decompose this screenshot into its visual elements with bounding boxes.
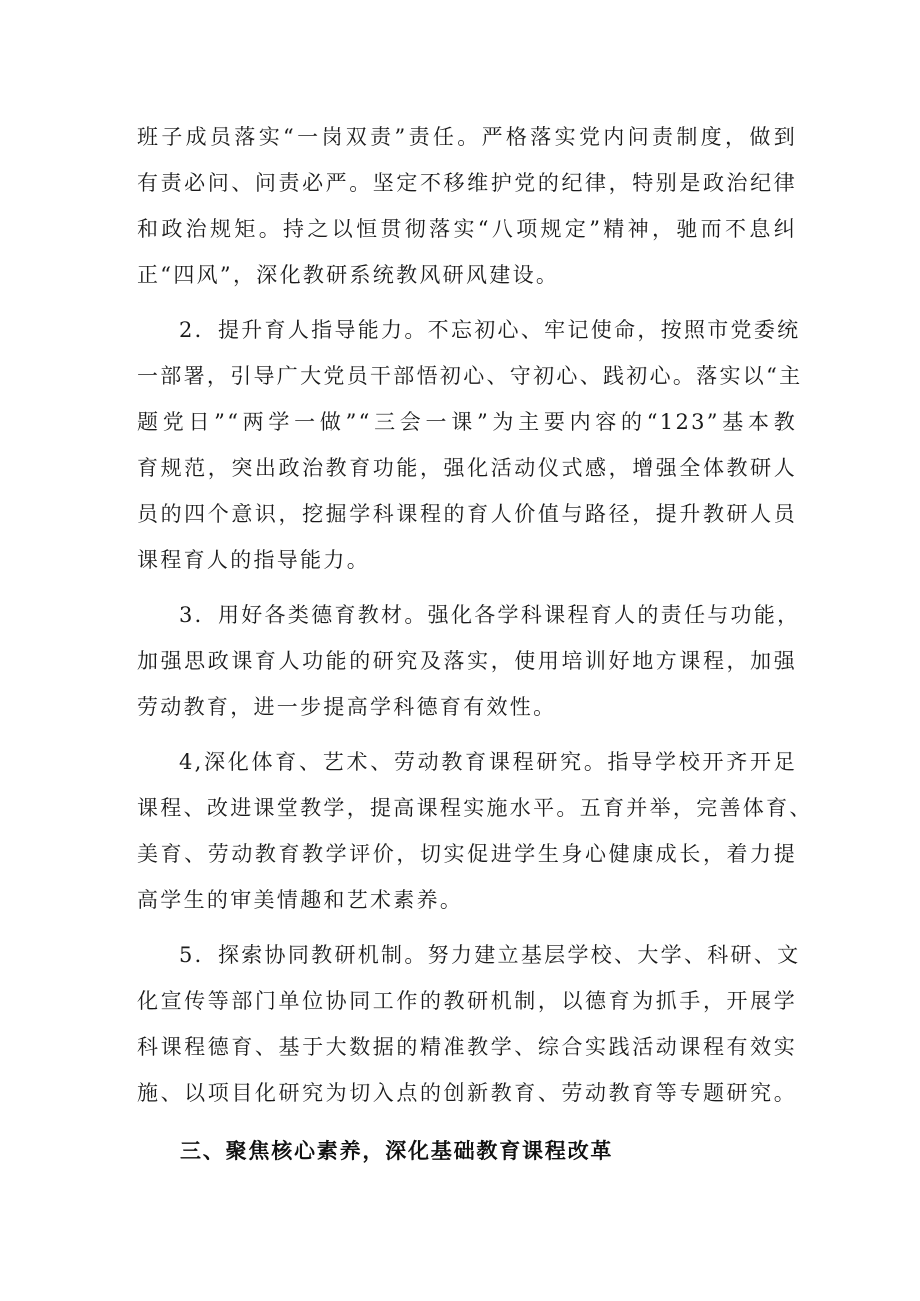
- text-line: 5．探索协同教研机制。努力建立基层学校、大学、科研、文: [179, 943, 801, 967]
- body-text: [137, 114, 813, 1116]
- paragraph-2: [137, 307, 803, 583]
- text-line: 加强思政课育人功能的研究及落实，使用培训好地方课程，加强: [137, 649, 797, 673]
- text-line: 和政治规矩。持之以恒贯彻落实“八项规定”精神，驰而不息纠: [137, 217, 797, 241]
- text-line: 3．用好各类德育教材。强化各学科课程育人的责任与功能，: [179, 603, 801, 627]
- text-line: 员的四个意识，挖掘学科课程的育人价值与路径，提升教研人员: [137, 502, 797, 526]
- text-line: 2．提升育人指导能力。不忘初心、牢记使命，按照市党委统: [179, 318, 801, 342]
- text-line: 劳动教育，进一步提高学科德育有效性。: [137, 695, 557, 719]
- text-line: 正“四风”，深化教研系统教风研风建设。: [137, 263, 560, 287]
- section-heading: 三、聚焦核心素养，深化基础教育课程改革: [180, 1139, 614, 1163]
- text-line: 4,深化体育、艺术、劳动教育课程研究。指导学校开齐开足: [179, 750, 797, 774]
- text-line: 有责必问、问责必严。坚定不移维护党的纪律，特别是政治纪律: [137, 171, 797, 195]
- paragraph-1-continuation: [137, 114, 797, 298]
- text-line: 育规范，突出政治教育功能，强化活动仪式感，增强全体教研人: [137, 456, 797, 480]
- text-line: 课程育人的指导能力。: [137, 548, 370, 572]
- text-line: 高学生的审美情趣和艺术素养。: [137, 888, 464, 912]
- text-line: 题党日”“两学一做”“三会一课”为主要内容的“123”基本教: [137, 410, 797, 434]
- paragraph-4: [137, 739, 813, 923]
- text-line: 施、以项目化研究为切入点的创新教育、劳动教育等专题研究。: [137, 1081, 797, 1105]
- text-line: 一部署，引导广大党员干部悟初心、守初心、践初心。落实以“主: [137, 364, 803, 388]
- text-line: 美育、劳动教育教学评价，切实促进学生身心健康成长，着力提: [137, 842, 797, 866]
- paragraph-3: [137, 592, 801, 730]
- text-line: 科课程德育、基于大数据的精准教学、综合实践活动课程有效实: [137, 1035, 797, 1059]
- text-line: 课程、改进课堂教学，提高课程实施水平。五育并举，完善体育、: [137, 796, 813, 820]
- text-line: 班子成员落实“一岗双责”责任。严格落实党内问责制度，做到: [137, 125, 797, 149]
- text-line: 化宣传等部门单位协同工作的教研机制，以德育为抓手，开展学: [137, 989, 797, 1013]
- paragraph-5: [137, 932, 801, 1116]
